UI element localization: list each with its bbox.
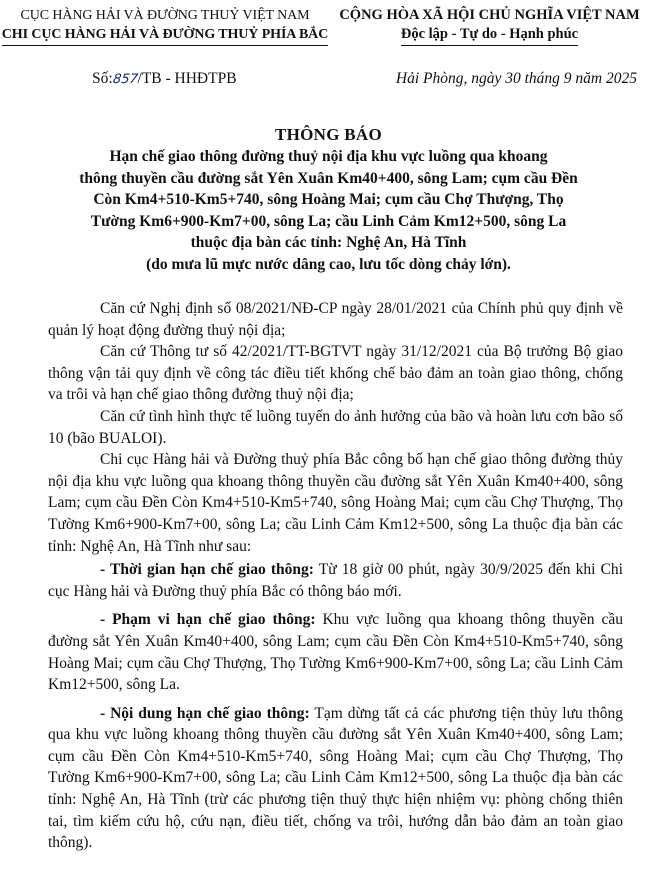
announcement-paragraph: Chi cục Hàng hải và Đường thuỷ phía Bắc công bố hạn chế giao thông đường thủy nội địa khu vực luồng qua khoang thông thuyền cầu đường sắt Yên Xuân Km40+400, sông Lam; cụm cầu Đền Còn Km4+510-Km5+740, sông Hoàng Mai; cụm cầu Chợ Thượng, Thọ Tường Km6+900-Km7+00, sông La; cầu Linh Cảm Km12+500, sông La thuộc địa bàn các tỉnh: Nghệ An, Hà Tĩnh như sau: [48,451,623,555]
title-line: thuộc địa bàn các tỉnh: Nghệ An, Hà Tĩnh [190,234,467,252]
document-number-suffix: /TB - HHĐTPB [137,70,237,87]
restriction-scope [48,609,623,695]
agency-name [0,25,330,46]
national-header [322,6,657,46]
title-line: (do mưa lũ mực nước dâng cao, lưu tốc dòng chảy lớn). [146,255,511,273]
restriction-scope-label: - Phạm vi hạn chế giao thông: [100,611,316,629]
title-line: Còn Km4+510-Km5+740, sông Hoàng Mai; cụm cầu Chợ Thượng, Thọ [93,191,564,209]
agency-header [0,6,330,46]
title-line: thông thuyền cầu đường sắt Yên Xuân Km40+400, sông Lam; cụm cầu Đền [79,169,578,187]
notice-heading: THÔNG BÁO [274,125,383,144]
restriction-content-label: - Nội dung hạn chế giao thông: [100,704,310,722]
handwritten-number: 857 [111,72,139,87]
document-number-prefix: Số: [92,70,113,87]
agency-name-text: CHI CỤC HÀNG HẢI VÀ ĐƯỜNG THUỶ PHÍA BẮC [2,25,328,46]
notice-title [20,124,637,276]
national-motto [322,25,657,46]
restriction-scope-text: Khu vực luồng qua khoang thông thuyền cầu đường sắt Yên Xuân Km40+400, sông Lam; cụm cầu Đền Còn Km4+510-Km5+740, sông Hoàng Mai; cụm cầu Chợ Thượng, Thọ Tường Km6+900-Km7+00, sông La; cầu Linh Cảm Km12+500, sông La. [48,611,623,694]
restriction-content-text: Tạm dừng tất cả các phương tiện thủy lưu thông qua khu vực luồng khoang thông thuyền cầu đường sắt Yên Xuân Km40+400, sông Lam; cụm cầu Đền Còn Km4+510-Km5+740, sông Hoàng Mai; cụm cầu Chợ Thượng, Thọ Tường Km6+900-Km7+00, sông La; cầu Linh Cảm Km12+500, sông La thuộc địa bàn các tỉnh: Nghệ An, Hà Tĩnh (trừ các phương tiện thuỷ thực hiện nhiệm vụ: phòng chống thiên tai, tìm kiếm cứu hộ, cứu nạn, điều tiết, chống va trôi, hướng dẫn bảo đảm an toàn giao thông). [48,704,624,852]
legal-basis-circular: Căn cứ Thông tư số 42/2021/TT-BGTVT ngày 31/12/2021 của Bộ trưởng Bộ giao thông vận tải quy định về công tác điều tiết khống chế bảo đảm an toàn giao thông, chống va trôi và hạn chế giao thông đường thuỷ nội địa; [48,343,623,404]
nation-name: CỘNG HÒA XÃ HỘI CHỦ NGHĨA VIỆT NAM [339,7,640,23]
title-line: Tường Km6+900-Km7+00, sông La; cầu Linh Cảm Km12+500, sông La [90,212,567,230]
parent-agency-name: CỤC HÀNG HẢI VÀ ĐƯỜNG THUỶ VIỆT NAM [20,8,310,23]
restriction-time-text: Từ 18 giờ 00 phút, ngày 30/9/2025 đến khi Chi cục Hàng hải và Đường thuỷ phía Bắc có thông báo mới. [48,561,623,600]
restriction-time [48,559,623,602]
legal-basis-decree: Căn cứ Nghị định số 08/2021/NĐ-CP ngày 28/01/2021 của Chính phủ quy định về quản lý hoạt động đường thuỷ nội địa; [48,300,623,339]
document-number [92,70,237,88]
national-motto-text: Độc lập - Tự do - Hạnh phúc [401,25,578,46]
place-and-date: Hải Phòng, ngày 30 tháng 9 năm 2025 [395,70,637,87]
title-line: Hạn chế giao thông đường thuỷ nội địa khu vực luồng qua khoang [109,148,548,165]
restriction-time-label: - Thời gian hạn chế giao thông: [100,561,314,579]
notice-body [48,298,623,854]
restriction-content [48,703,623,854]
legal-basis-situation: Căn cứ tình hình thực tế luồng tuyến do ảnh hưởng của bão và hoàn lưu cơn bão số 10 (bão BUALOI). [48,407,623,447]
